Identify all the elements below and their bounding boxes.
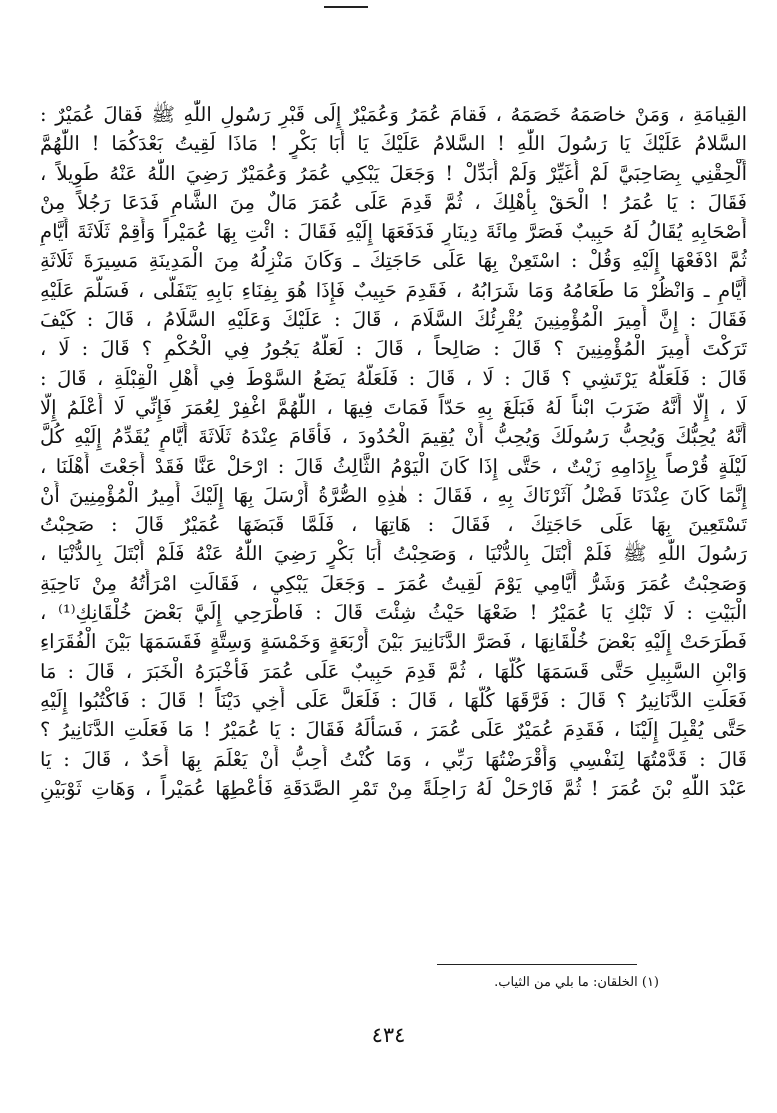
text-line: أَيَّامٍ ـ وَانْظُرْ مَا طَعَامُهُ وَمَا شَرَابُهُ ، فَقَدِمَ حَبِيبٌ فَإِذَا هُوَ بِفِنَاءِ بَابِهِ يَتَفَلَّى ، فَسَلَّمَ عَلَيْهِ <box>40 278 747 302</box>
text-line: فَقَالَ : إِنَّ أَمِيرَ الْمُؤْمِنِينَ يُقْرِئُكَ السَّلَامَ ، قَالَ : عَلَيْكَ وَعَلَيْهِ السَّلَامُ ، قَالَ : كَيْفَ <box>40 308 747 332</box>
text-line: فَقَالَ : يَا عُمَرُ ! الْحَقْ بِأَهْلِكَ ، ثُمَّ قَدِمَ عَلَى عُمَرَ مَالٌ مِنَ الشَّامِ فَدَعَا رَجُلاً مِنْ <box>40 190 747 214</box>
text-line: فَطَرَحَتْ إِلَيْهِ بَعْضَ خُلْقَانِهَا ، فَصَرَّ الدَّنَانِيرَ بَيْنَ أَرْبَعَةٍ وَخَمْسَةٍ وَسِتَّةٍ فَقَسَمَهَا بَيْنَ الْفُقَرَاءِ <box>40 630 747 654</box>
text-line: وَابْنِ السَّبِيلِ حَتَّى قَسَمَهَا كُلَّهَا ، ثُمَّ قَدِمَ حَبِيبٌ عَلَى عُمَرَ فَأَخْبَرَهُ الْخَبَرَ ، قَالَ : مَا <box>40 659 747 683</box>
top-rule <box>324 6 368 8</box>
text-line: فَعَلَتِ الدَّنَانِيرُ ؟ قَالَ : فَرَّقَهَا كُلَّهَا ، قَالَ : فَلَعَلَّ عَلَى أَخِي دَيْنَاً ! قَالَ : فَاكْتُبُوا إِلَيْهِ <box>40 688 747 712</box>
text-line: أَنَّهُ يُحِبُّكَ وَيُحِبُّ رَسُولَكَ وَيُحِبُّ أَنْ يُقِيمَ الْحُدُودَ ، فَأَقَامَ عِنْدَهُ ثَلَاثَةَ أَيَّامٍ يُقَدِّمُ إِلَيْهِ كُلَّ <box>40 425 747 449</box>
page-number: ٤٣٤ <box>371 1023 406 1047</box>
body-text <box>40 100 747 803</box>
text-line: إِنَّمَا كَانَ عِنْدَنَا فَضْلُ آثَرْنَاكَ بِهِ ، فَقَالَ : هٰذِهِ الصُّرَّةُ أَرْسَلَ بِهَا إِلَيْكَ أَمِيرُ الْمُؤْمِنِينَ أَنْ <box>40 483 747 507</box>
text-line: لَيْلَةٍ قُرْصاً بِإِدَامِهِ زَيْتٌ ، حَتَّى إِذَا كَانَ الْيَوْمُ الثَّالِثُ قَالَ : ارْحَلْ عَنَّا فَقَدْ أَجَعْتَ أَهْلَنَا ، <box>40 454 747 478</box>
text-line: لَا ، إِلَّا أَنَّهُ ضَرَبَ ابْناً لَهُ فَبَلَغَ بِهِ حَدّاً فَمَاتَ فِيهَا ، اللّٰهُمَّ اغْفِرْ لِعُمَرَ فَإِنِّي لَا أَعْلَمُ إِلَّا <box>40 395 747 419</box>
text-line: حَتَّى يُقْبِلَ إِلَيْنَا ، فَقَدِمَ عُمَيْرٌ عَلَى عُمَرَ ، فَسَأَلَهُ فَقَالَ : يَا عُمَيْرُ ! مَا فَعَلَتِ الدَّنَانِيرُ ؟ <box>40 718 747 742</box>
text-line: تَسْتَعِينَ بِهَا عَلَى حَاجَتِكَ ، فَقَالَ : هَاتِهَا ، فَلَمَّا قَبَضَهَا عُمَيْرٌ قَالَ : صَحِبْتُ <box>40 513 747 537</box>
text-line: وَصَحِبْتُ عُمَرَ وَشَرُّ أَيَّامِي يَوْمَ لَقِيتُ عُمَرَ ـ وَجَعَلَ يَبْكِي ، فَقَالَتِ امْرَأَتُهُ مِنْ نَاحِيَةِ <box>40 571 747 595</box>
text-line: رَسُولَ اللّٰهِ ﷺ فَلَمْ أُبْتَلَ بِالدُّنْيَا ، وَصَحِبْتُ أَبَا بَكْرٍ رَضِيَ اللّٰهُ عَنْهُ فَلَمْ أُبْتَلَ بِالدُّنْيَا ، <box>40 542 747 566</box>
text-line: ثُمَّ ادْفَعْهَا إِلَيْهِ وَقُلْ : اسْتَعِنْ بِهَا عَلَى حَاجَتِكَ ـ وَكَانَ مَنْزِلُهُ مِنَ الْمَدِينَةِ مَسِيرَةَ ثَلَاثَةِ <box>40 249 747 273</box>
text-line: السَّلامُ عَلَيْكَ يَا رَسُولَ اللّٰهِ ! السَّلامُ عَلَيْكَ يَا أَبَا بَكْرٍ ! مَاذَا لَقِيتُ بَعْدَكُمَا ! اللّٰهُمَّ <box>40 132 747 156</box>
text-line: تَرَكْتَ أَمِيرَ الْمُؤْمِنِينَ ؟ قَالَ : صَالِحاً ، قَالَ : لَعَلَّهُ يَجُورُ فِي الْحُكْمِ ؟ قَالَ : لَا ، <box>40 337 747 361</box>
text-line: القِيامَةِ ، وَمَنْ خاصَمَهُ خَصَمَهُ ، فَقامَ عُمَرُ وَعُمَيْرٌ إِلَى قَبْرِ رَسُولِ اللّٰهِ ﷺ فَقالَ عُمَيْرٌ : <box>40 103 747 126</box>
page-body <box>40 100 747 803</box>
text-line: قَالَ : فَلَعَلَّهُ يَرْتَشِي ؟ قَالَ : لَا ، قَالَ : فَلَعَلَّهُ يَضَعُ السَّوْطَ فِي أَهْلِ الْقِبْلَةِ ، قَالَ : <box>40 366 747 390</box>
text-line: أَلْحِقْنِي بِصَاحِبَيَّ لَمْ أُغَيِّرْ وَلَمْ أُبَدِّلْ ! وَجَعَلَ يَبْكِي عُمَرُ وَعُمَيْرٌ رَضِيَ اللّٰهُ عَنْهُ طَوِيلاً ، <box>40 161 747 185</box>
text-line: قَالَ : قَدَّمْتُهَا لِنَفْسِي وَأَقْرَضْتُهَا رَبِّي ، وَمَا كُنْتُ أُحِبُّ أَنْ يَعْلَمَ بِهَا أَحَدٌ ، قَالَ : يَا <box>40 747 747 771</box>
text-line: الْبَيْتِ : لَا تَبْكِ يَا عُمَيْرُ ! ضَعْهَا حَيْثُ شِئْتَ قَالَ : فَاطْرَحِي إِلَيَّ بَعْضَ خُلْقَانِكِ⁽¹⁾ ، <box>40 601 747 625</box>
text-line: عَبْدَ اللّٰهِ بْنَ عُمَرَ ! ثُمَّ فَارْحَلْ لَهُ رَاحِلَةً مِنْ تَمْرِ الصَّدَقَةِ فَأَعْطِهَا عُمَيْراً ، وَهَاتِ ثَوْبَيْنِ <box>40 776 747 800</box>
footnote-divider <box>437 964 637 965</box>
text-line: أَصْحَابِهِ يُقَالُ لَهُ حَبِيبٌ فَصَرَّ مِائَةَ دِينَارٍ فَدَفَعَهَا إِلَيْهِ فَقَالَ : ائْتِ بِهَا عُمَيْراً وَأَقِمْ ثَلَاثَةَ أَيَّامٍ <box>40 220 747 244</box>
footnote: (١) الخلقان: ما بلي من الثياب. <box>494 975 659 990</box>
